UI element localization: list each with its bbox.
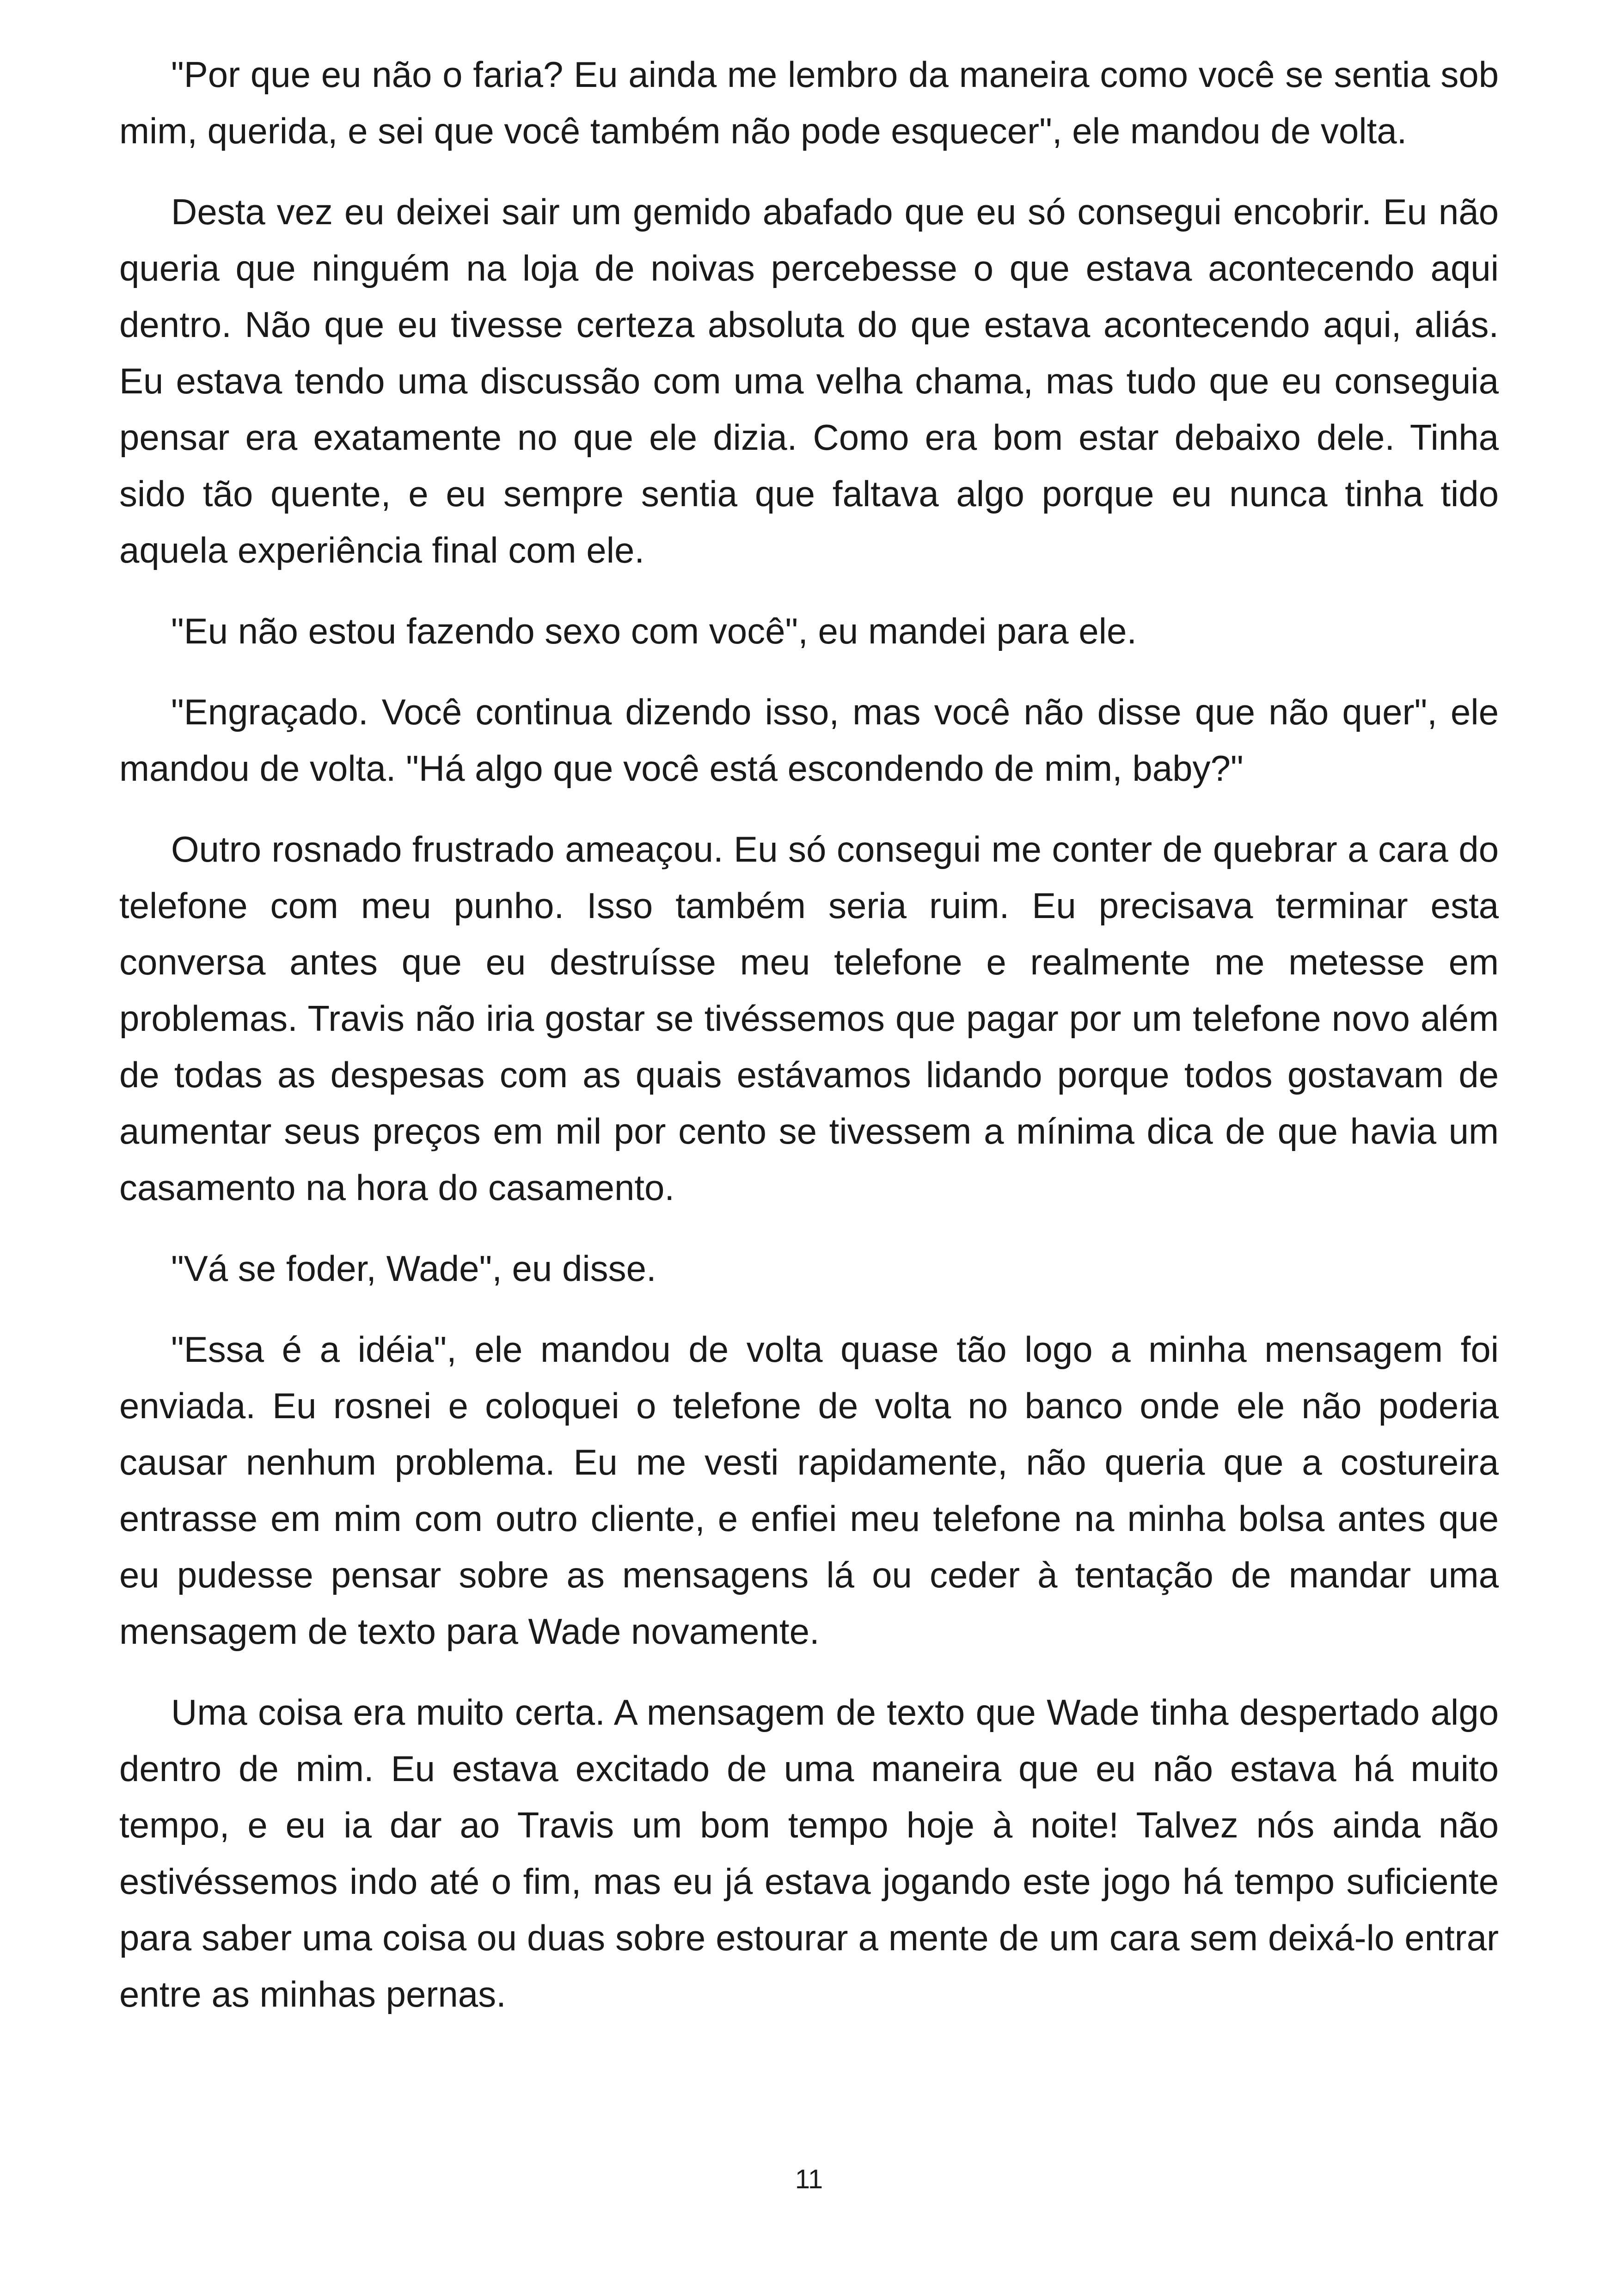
paragraph-1: "Por que eu não o faria? Eu ainda me lembro da maneira como você se sentia sob mim, querida, e sei que você também não pode esquecer", ele mandou de volta. <box>119 54 1499 151</box>
paragraph-6: "Vá se foder, Wade", eu disse. <box>171 1248 656 1289</box>
paragraph-3: "Eu não estou fazendo sexo com você", eu mandei para ele. <box>171 611 1137 651</box>
paragraph-8: Uma coisa era muito certa. A mensagem de texto que Wade tinha despertado algo dentro de mim. Eu estava excitado de uma maneira que eu não estava há muito tempo, e eu ia dar ao Travis um bom tempo hoje à noite! Talvez nós ainda não estivéssemos indo até o fim, mas eu já estava jogando este jogo há tempo suficiente para saber uma coisa ou duas sobre estourar a mente de um cara sem deixá-lo entrar entre as minhas pernas. <box>119 1692 1499 2014</box>
paragraph-2: Desta vez eu deixei sair um gemido abafado que eu só consegui encobrir. Eu não queria que ninguém na loja de noivas percebesse o que estava acontecendo aqui dentro. Não que eu tivesse certeza absoluta do que estava acontecendo aqui, aliás. Eu estava tendo uma discussão com uma velha chama, mas tudo que eu conseguia pensar era exatamente no que ele dizia. Como era bom estar debaixo dele. Tinha sido tão quente, e eu sempre sentia que faltava algo porque eu nunca tinha tido aquela experiência final com ele. <box>119 191 1499 570</box>
paragraph-7: "Essa é a idéia", ele mandou de volta quase tão logo a minha mensagem foi enviada. Eu rosnei e coloquei o telefone de volta no banco onde ele não poderia causar nenhum problema. Eu me vesti rapidamente, não queria que a costureira entrasse em mim com outro cliente, e enfiei meu telefone na minha bolsa antes que eu pudesse pensar sobre as mensagens lá ou ceder à tentação de mandar uma mensagem de texto para Wade novamente. <box>119 1329 1499 1652</box>
body-text <box>119 46 1499 2047</box>
paragraph-5: Outro rosnado frustrado ameaçou. Eu só consegui me conter de quebrar a cara do telefone com meu punho. Isso também seria ruim. Eu precisava terminar esta conversa antes que eu destruísse meu telefone e realmente me metesse em problemas. Travis não iria gostar se tivéssemos que pagar por um telefone novo além de todas as despesas com as quais estávamos lidando porque todos gostavam de aumentar seus preços em mil por cento se tivessem a mínima dica de que havia um casamento na hora do casamento. <box>119 829 1499 1208</box>
page-number: 11 <box>795 2164 823 2194</box>
paragraph-4: "Engraçado. Você continua dizendo isso, mas você não disse que não quer", ele mandou de volta. "Há algo que você está escondendo de mim, baby?" <box>119 692 1499 789</box>
